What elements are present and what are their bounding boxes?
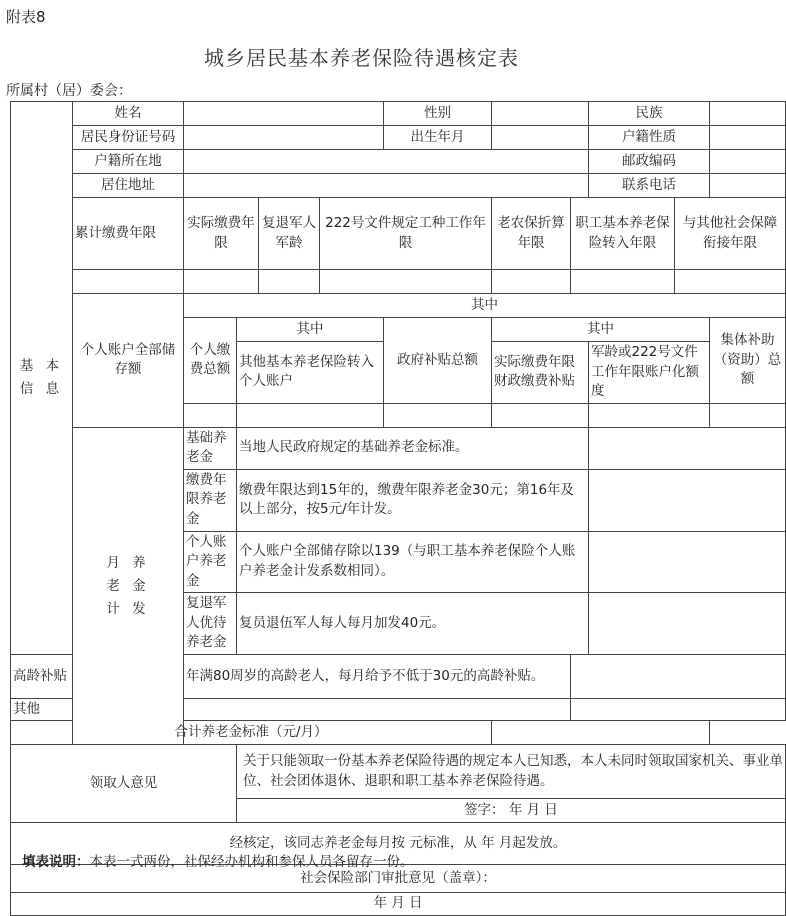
pension-form-table [10, 101, 786, 916]
employee-transfer-years-label: 职工基本养老保险转入年限 [571, 198, 675, 270]
address-label: 居住地址 [73, 174, 184, 198]
personal-payment-total-value[interactable] [184, 403, 237, 427]
special-work-years-label: 222号文件规定工种工作年限 [320, 198, 492, 270]
account-pension-desc: 个人账户全部储存除以139（与职工基本养老保险个人账户养老金计发系数相同）。 [237, 531, 589, 593]
ethnicity-label: 民族 [589, 102, 710, 126]
veteran-pension-label: 复退军人优待养老金 [184, 593, 237, 655]
other-security-years-label: 与其他社会保障衔接年限 [675, 198, 786, 270]
army-years-label: 复退军人军龄 [259, 198, 320, 270]
verification-statement: 经核定，该同志养老金每月按 元标准，从 年 月起发放。 [11, 823, 786, 865]
gender-label: 性别 [384, 102, 492, 126]
actual-years-subsidy-value[interactable] [492, 403, 589, 427]
postcode-value[interactable] [710, 150, 786, 174]
total-pension-value[interactable] [492, 721, 710, 745]
gov-of-which-label: 其中 [492, 318, 710, 342]
account-pension-value[interactable] [589, 531, 786, 593]
receiver-opinion-label: 领取人意见 [11, 745, 237, 823]
collective-subsidy-label: 集体补助（资助）总额 [710, 318, 786, 404]
elderly-allowance-label: 高龄补贴 [11, 654, 73, 698]
personal-payment-total-label: 个人缴费总额 [184, 318, 237, 404]
veteran-pension-desc: 复员退伍军人每人每月加发40元。 [237, 593, 589, 655]
annex-label: 附表8 [6, 8, 46, 26]
total-years-value[interactable] [73, 270, 184, 294]
gov-subsidy-total-value[interactable] [384, 403, 492, 427]
account-of-which-label: 其中 [184, 294, 786, 318]
other-desc [184, 698, 571, 721]
actual-years-label: 实际缴费年限 [184, 198, 259, 270]
actual-years-subsidy-label: 实际缴费年限财政缴费补贴 [492, 342, 589, 404]
monthly-pension-section-label: 月 养 老 金 计 发 [73, 427, 184, 745]
other-insurance-transfer-label: 其他基本养老保险转入个人账户 [237, 342, 384, 404]
form-title: 城乡居民基本养老保险待遇核定表 [204, 46, 519, 70]
ethnicity-value[interactable] [710, 102, 786, 126]
basic-pension-value[interactable] [589, 427, 786, 469]
gender-value[interactable] [492, 102, 589, 126]
elderly-allowance-desc: 年满80周岁的高龄老人，每月给予不低于30元的高龄补贴。 [184, 654, 571, 698]
postcode-label: 邮政编码 [589, 150, 710, 174]
total-years-label: 累计缴费年限 [73, 198, 184, 270]
hukou-type-label: 户籍性质 [589, 126, 710, 150]
old-insurance-years-label: 老农保折算年限 [492, 198, 571, 270]
special-work-years-value[interactable] [320, 270, 492, 294]
hukou-type-value[interactable] [710, 126, 786, 150]
other-security-years-value[interactable] [675, 270, 786, 294]
id-number-value[interactable] [184, 126, 384, 150]
actual-years-value[interactable] [184, 270, 259, 294]
name-label: 姓名 [73, 102, 184, 126]
old-insurance-years-value[interactable] [492, 270, 571, 294]
receiver-statement: 关于只能领取一份基本养老保险待遇的规定本人已知悉，本人未同时领取国家机关、事业单位、社会团体退休、退职和职工基本养老保险待遇。 [237, 745, 786, 799]
basic-pension-desc: 当地人民政府规定的基础养老金标准。 [237, 427, 589, 469]
years-pension-label: 缴费年限养老金 [184, 469, 237, 531]
hukou-location-value[interactable] [184, 150, 589, 174]
other-insurance-transfer-value[interactable] [237, 403, 384, 427]
other-value[interactable] [571, 698, 786, 721]
fill-instructions [22, 850, 414, 870]
other-label: 其他 [11, 698, 73, 721]
veteran-pension-value[interactable] [589, 593, 786, 655]
phone-value[interactable] [710, 174, 786, 198]
name-value[interactable] [184, 102, 384, 126]
employee-transfer-years-value[interactable] [571, 270, 675, 294]
total-pension-label: 合计养老金标准（元/月） [11, 721, 492, 745]
army-years-value[interactable] [259, 270, 320, 294]
personal-of-which-label: 其中 [237, 318, 384, 342]
approval-date: 年 月 日 [11, 893, 786, 916]
receiver-signature: 签字： 年 月 日 [237, 799, 786, 823]
army-quota-label: 军龄或222号文件工作年限账户化额度 [589, 342, 710, 404]
approval-dept-label: 社会保险部门审批意见（盖章）： [11, 865, 786, 893]
gov-subsidy-total-label: 政府补贴总额 [384, 318, 492, 404]
note-text: 本表一式两份，社保经办机构和参保人员各留存一份。 [89, 854, 414, 870]
basic-info-section-label: 基 本 信 息 [11, 102, 73, 655]
collective-subsidy-value[interactable] [710, 403, 786, 427]
birth-date-value[interactable] [492, 126, 589, 150]
phone-label: 联系电话 [589, 174, 710, 198]
army-quota-value[interactable] [589, 403, 710, 427]
note-label: 填表说明： [22, 854, 90, 870]
years-pension-value[interactable] [589, 469, 786, 531]
birth-date-label: 出生年月 [384, 126, 492, 150]
elderly-allowance-value[interactable] [571, 654, 786, 698]
address-value[interactable] [184, 174, 589, 198]
id-number-label: 居民身份证号码 [73, 126, 184, 150]
years-pension-desc: 缴费年限达到15年的，缴费年限养老金30元；第16年及以上部分，按5元/年计发。 [237, 469, 589, 531]
account-pension-label: 个人账户养老金 [184, 531, 237, 593]
village-label: 所属村（居）委会： [6, 83, 132, 99]
hukou-location-label: 户籍所在地 [73, 150, 184, 174]
basic-pension-label: 基础养老金 [184, 427, 237, 469]
account-total-label: 个人账户全部储存额 [73, 294, 184, 428]
